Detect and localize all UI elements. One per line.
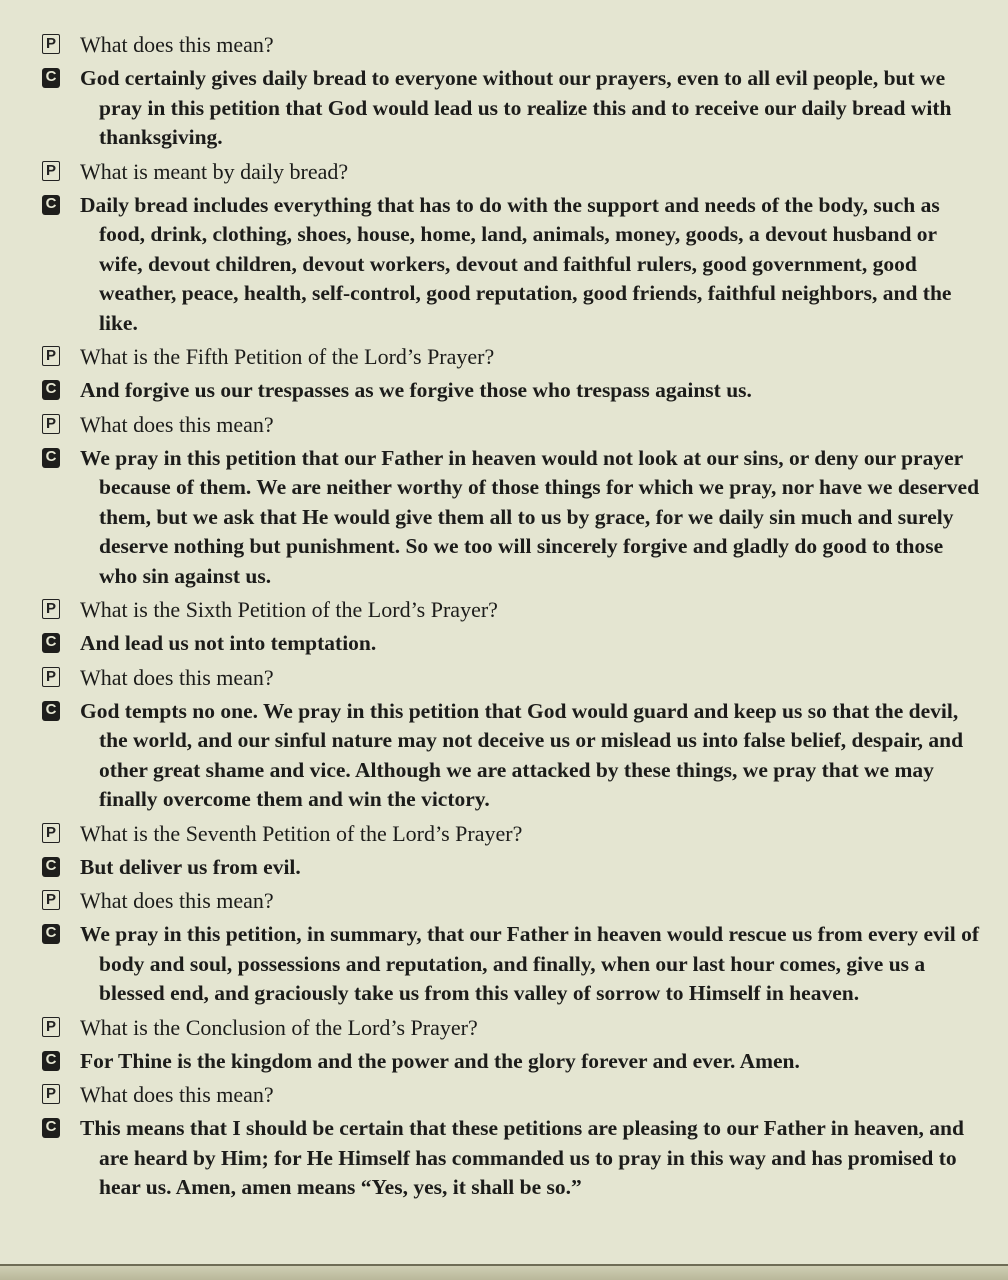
pastor-marker: P <box>42 34 60 54</box>
congregation-marker: C <box>42 1118 60 1138</box>
pastor-question <box>42 30 982 60</box>
pastor-question <box>42 410 982 440</box>
response-text: God certainly gives daily bread to everyone without our prayers, even to all evil people, but we pray in this petition that God would lead us to realize this and to receive our daily bread with thanksgiving. <box>80 66 952 149</box>
congregation-response <box>42 853 982 883</box>
pastor-question <box>42 819 982 849</box>
pastor-marker: P <box>42 161 60 181</box>
congregation-marker: C <box>42 633 60 653</box>
pastor-marker: P <box>42 667 60 687</box>
congregation-response <box>42 444 982 592</box>
congregation-response <box>42 920 982 1009</box>
question-text: What is the Fifth Petition of the Lord’s Prayer? <box>80 344 495 369</box>
congregation-marker: C <box>42 195 60 215</box>
congregation-response <box>42 697 982 815</box>
response-text: But deliver us from evil. <box>80 854 301 879</box>
question-text: What does this mean? <box>80 1082 274 1107</box>
congregation-response <box>42 64 982 153</box>
question-text: What is the Seventh Petition of the Lord’s Prayer? <box>80 820 523 846</box>
congregation-marker: C <box>42 924 60 944</box>
response-text: We pray in this petition that our Father in heaven would not look at our sins, or deny our prayer because of them. We are neither worthy of those things for which we pray, nor have we deserved them, but we ask that He would give them all to us by grace, for we daily sin much and surely deserve nothing but punishment. So we too will sincerely forgive and gladly do good to those who sin against us. <box>80 445 980 588</box>
congregation-response <box>42 1114 982 1203</box>
pastor-question <box>42 1013 982 1043</box>
pastor-marker: P <box>42 1084 60 1104</box>
question-text: What does this mean? <box>80 411 274 437</box>
response-text: And forgive us our trespasses as we forgive those who trespass against us. <box>80 378 752 402</box>
response-text: God tempts no one. We pray in this petition that God would guard and keep us so that the devil, the world, and our sinful nature may not deceive us or mislead us into false belief, despair, and other great shame and vice. Although we are attacked by these things, we pray that we may finally overcome them and win the victory. <box>80 698 964 811</box>
pastor-question <box>42 663 982 693</box>
congregation-marker: C <box>42 380 60 400</box>
congregation-response <box>42 629 982 659</box>
question-text: What does this mean? <box>80 32 274 57</box>
pastor-marker: P <box>42 890 60 910</box>
congregation-marker: C <box>42 448 60 468</box>
response-text: And lead us not into temptation. <box>80 631 377 655</box>
question-text: What is the Sixth Petition of the Lord’s Prayer? <box>80 597 498 622</box>
pastor-question <box>42 342 982 372</box>
pastor-marker: P <box>42 823 60 843</box>
question-text: What is the Conclusion of the Lord’s Prayer? <box>80 1014 478 1040</box>
pastor-marker: P <box>42 414 60 434</box>
pastor-question <box>42 157 982 187</box>
response-text: This means that I should be certain that these petitions are pleasing to our Father in heaven, and are heard by Him; for He Himself has commanded us to pray in this way and has promised to hear us. Amen, amen means “Yes, yes, it shall be so.” <box>80 1116 964 1199</box>
congregation-marker: C <box>42 701 60 721</box>
congregation-response <box>42 191 982 339</box>
congregation-response <box>42 1047 982 1077</box>
pastor-marker: P <box>42 346 60 366</box>
congregation-response <box>42 376 982 406</box>
response-text: We pray in this petition, in summary, that our Father in heaven would rescue us from every evil of body and soul, possessions and reputation, and finally, when our last hour comes, give us a blessed end, and graciously take us from this valley of sorrow to Himself in heaven. <box>80 922 980 1005</box>
response-text: Daily bread includes everything that has to do with the support and needs of the body, such as food, drink, clothing, shoes, house, home, land, animals, money, goods, a devout husband or wife, devout children, devout workers, devout and faithful rulers, good government, good weather, peace, health, self-control, good reputation, good friends, faithful neighbors, and the like. <box>80 192 952 335</box>
question-text: What is meant by daily bread? <box>80 158 349 184</box>
pastor-question <box>42 595 982 625</box>
congregation-marker: C <box>42 857 60 877</box>
question-text: What does this mean? <box>80 664 274 690</box>
page-bottom-edge <box>0 1264 1008 1280</box>
congregation-marker: C <box>42 1051 60 1071</box>
catechism-text <box>42 30 982 1207</box>
question-text: What does this mean? <box>80 888 274 913</box>
pastor-marker: P <box>42 1017 60 1037</box>
pastor-question <box>42 1080 982 1110</box>
pastor-marker: P <box>42 599 60 619</box>
response-text: For Thine is the kingdom and the power and the glory forever and ever. Amen. <box>80 1048 800 1073</box>
pastor-question <box>42 886 982 916</box>
congregation-marker: C <box>42 68 60 88</box>
